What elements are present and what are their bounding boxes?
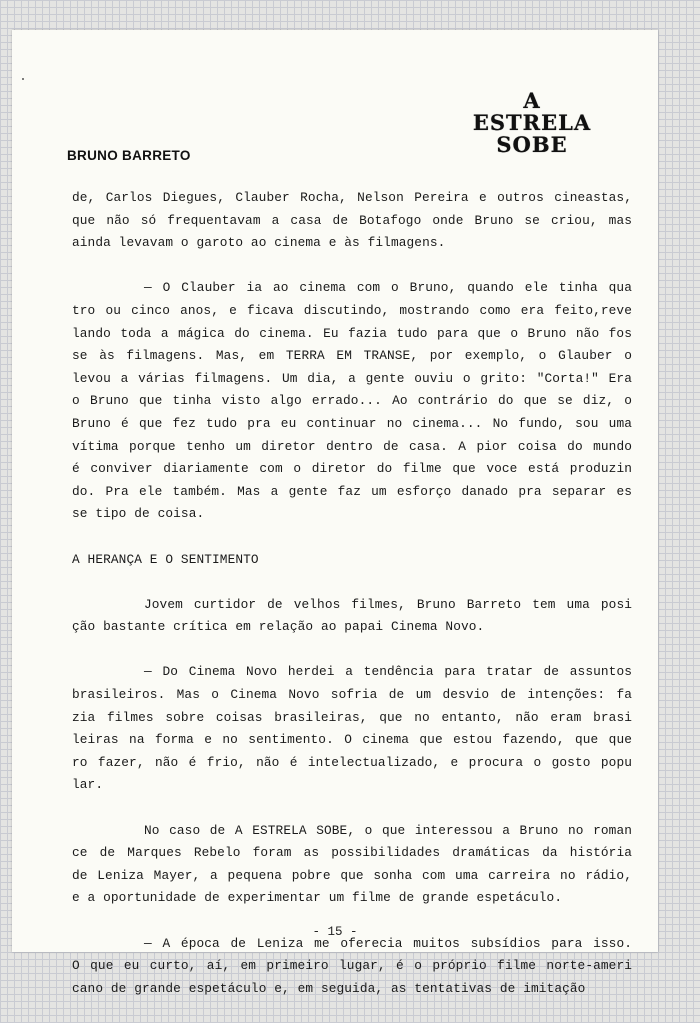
title-line-1: A [523, 88, 541, 113]
paragraph [72, 187, 632, 255]
text-line: se tipo de coisa. [72, 506, 205, 522]
author-name: BRUNO BARRETO [67, 148, 191, 163]
text-line: vítima porque tenho um diretor dentro de casa. A pior coisa do mundo [72, 438, 632, 454]
text-line: tro ou cinco anos, e ficava discutindo, mostrando como era feito,reve [72, 302, 632, 318]
section-heading: A HERANÇA E O SENTIMENTO [72, 551, 259, 567]
text-line: leiras na forma e no sentimento. O cinema que estou fazendo, que que [72, 732, 632, 748]
text-line: — Do Cinema Novo herdei a tendência para tratar de assuntos [144, 664, 632, 680]
text-line: zia filmes sobre coisas brasileiras, que no entanto, não eram brasi [72, 709, 632, 725]
paragraph-group-2 [72, 594, 632, 1001]
text-line: de Leniza Mayer, a pequena pobre que sonha com uma carreira no rádio, [72, 867, 632, 883]
text-line: cano de grande espetáculo e, em seguida, as tentativas de imitação [72, 980, 586, 996]
text-line: lar. [72, 777, 104, 793]
title-line-3: SOBE [496, 132, 568, 157]
text-line: — A época de Leniza me oferecia muitos subsídios para isso. [144, 935, 632, 951]
paragraph [72, 277, 632, 526]
paragraph [72, 661, 632, 797]
text-line: lando toda a mágica do cinema. Eu fazia tudo para que o Bruno não fos [72, 325, 632, 341]
text-line: ce de Marques Rebelo foram as possibilidades dramáticas da história [72, 845, 632, 861]
text-line: brasileiros. Mas o Cinema Novo sofria de um desvio de intenções: fa [72, 687, 632, 703]
text-line: levou a várias filmagens. Um dia, a gente ouviu o grito: "Corta!" Era [72, 370, 632, 386]
paper-speck [22, 78, 24, 80]
text-line: — O Clauber ia ao cinema com o Bruno, quando ele tinha qua [144, 280, 632, 296]
text-line: e a oportunidade de experimentar um filme de grande espetáculo. [72, 890, 563, 906]
typewritten-page [12, 30, 658, 996]
text-line: ro fazer, não é frio, não é intelectualizado, e procura o gosto popu [72, 754, 632, 770]
text-line: se às filmagens. Mas, em TERRA EM TRANSE, por exemplo, o Glauber o [72, 348, 632, 364]
text-line: do. Pra ele também. Mas a gente faz um esforço danado pra separar es [72, 483, 632, 499]
paragraph [72, 594, 632, 639]
text-line: O que eu curto, aí, em primeiro lugar, é o próprio filme norte-ameri [72, 958, 632, 974]
text-line: Bruno é que fez tudo pra eu continuar no cinema... No fundo, sou uma [72, 415, 632, 431]
text-line: ção bastante crítica em relação ao papai Cinema Novo. [72, 619, 485, 635]
text-line: Jovem curtidor de velhos filmes, Bruno Barreto tem uma posi [144, 596, 632, 612]
paragraph-group-1 [72, 187, 632, 526]
text-line: o Bruno que tinha visto algo errado... Ao contrário do que se diz, o [72, 393, 632, 409]
text-line: que não só frequentavam a casa de Botafogo onde Bruno se criou, mas [72, 212, 632, 228]
text-line: No caso de A ESTRELA SOBE, o que interessou a Bruno no roman [144, 822, 632, 838]
document-title [452, 90, 612, 156]
text-line: de, Carlos Diegues, Clauber Rocha, Nelson Pereira e outros cineastas, [72, 190, 632, 205]
page-number: - 15 - [312, 925, 358, 939]
paragraph [72, 933, 632, 1001]
title-line-2: ESTRELA [472, 110, 592, 135]
document-body [72, 187, 632, 1023]
text-line: ainda levavam o garoto ao cinema e às filmagens. [72, 235, 446, 251]
text-line: é conviver diariamente com o diretor do filme que voce está produzin [72, 461, 632, 477]
paragraph [72, 820, 632, 910]
